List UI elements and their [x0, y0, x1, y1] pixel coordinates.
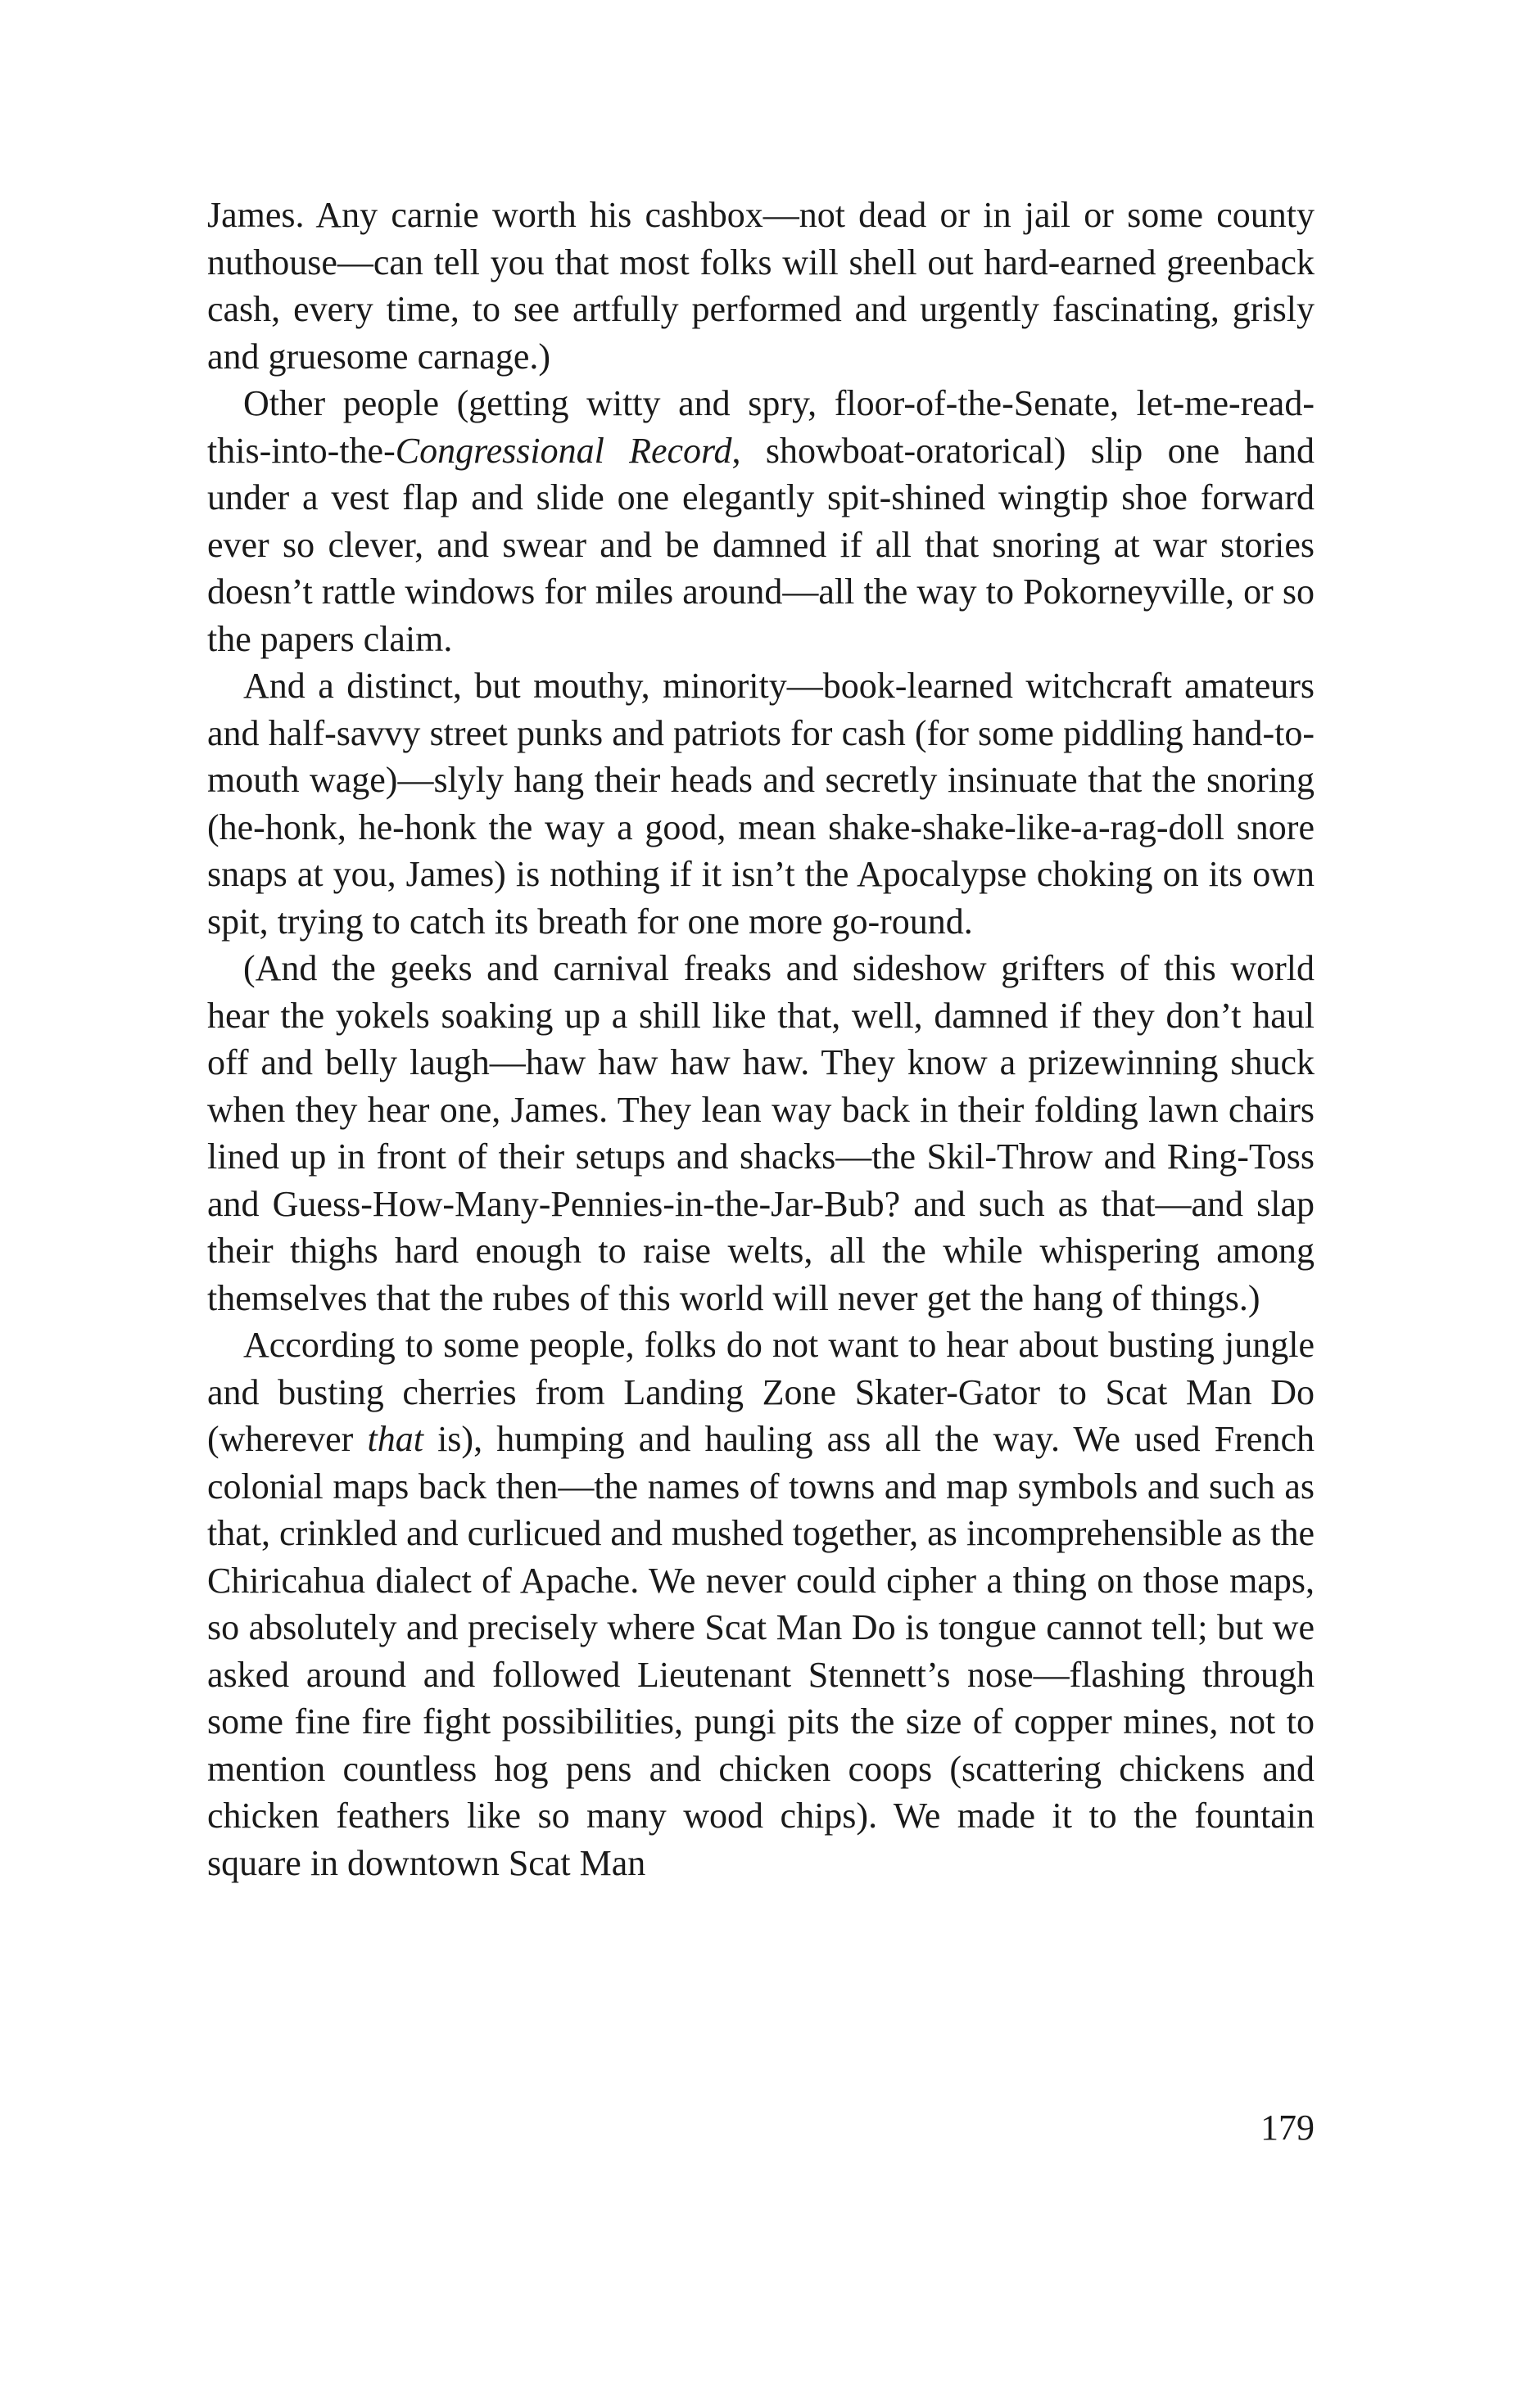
paragraph-2-text-a: Other people (getting witty and spry, floor-of-the-Senate, let-me-read-this-into-the-	[207, 383, 1315, 471]
paragraph-3-text: And a distinct, but mouthy, minority—book-learned witchcraft amateurs and half-savvy street punks and patriots for cash (for some piddling hand-to-mouth wage)—slyly hang their heads and secretly insinuate that the snoring (he-honk, he-honk the way a good, mean shake-shake-like-a-rag-doll snore snaps at you, James) is nothing if it isn’t the Apocalypse choking on its own spit, trying to catch its breath for one more go-round.	[207, 666, 1315, 942]
paragraph-2	[207, 380, 1315, 662]
paragraph-5	[207, 1321, 1315, 1886]
paragraph-2-text-b: , showboat-oratorical) slip one hand under a vest flap and slide one elegantly spit-shined wingtip shoe forward ever so clever, and swear and be damned if all that snoring at war stories doesn’t rattle windows for miles around—all the way to Pokorneyville, or so the papers claim.	[207, 430, 1315, 659]
paragraph-3	[207, 662, 1315, 945]
body-text	[207, 192, 1315, 1886]
paragraph-2-italic-congressional-record: Congressional Record	[395, 430, 732, 471]
paragraph-1	[207, 192, 1315, 380]
paragraph-5-italic-that: that	[367, 1419, 423, 1459]
paragraph-5-text-b: is), humping and hauling ass all the way. We used French colonial maps back then—the names of towns and map symbols and such as that, crinkled and curlicued and mushed together, as incomprehensible as the Chiricahua dialect of Apache. We never could cipher a thing on those maps, so absolutely and precisely where Scat Man Do is tongue cannot tell; but we asked around and followed Lieutenant Stennett’s nose—flashing through some fine fire fight possibilities, pungi pits the size of copper mines, not to mention countless hog pens and chicken coops (scattering chickens and chicken feathers like so many wood chips). We made it to the fountain square in downtown Scat Man	[207, 1419, 1315, 1883]
paragraph-5-text-a: According to some people, folks do not want to hear about busting jungle and busting cherries from Landing Zone Skater-Gator to Scat Man Do (wherever	[207, 1325, 1315, 1459]
paragraph-4-text: (And the geeks and carnival freaks and sideshow grifters of this world hear the yokels soaking up a shill like that, well, damned if they don’t haul off and belly laugh—haw haw haw haw. They know a prizewinning shuck when they hear one, James. They lean way back in their folding lawn chairs lined up in front of their setups and shacks—the Skil-Throw and Ring-Toss and Guess-How-Many-Pennies-in-the-Jar-Bub? and such as that—and slap their thighs hard enough to raise welts, all the while whispering among themselves that the rubes of this world will never get the hang of things.)	[207, 948, 1315, 1318]
page-number: 179	[1260, 2108, 1315, 2148]
paragraph-1-text: James. Any carnie worth his cashbox—not dead or in jail or some county nuthouse—can tell you that most folks will shell out hard-earned greenback cash, every time, to see artfully performed and urgently fascinating, grisly and gruesome carnage.)	[207, 195, 1315, 377]
paragraph-4	[207, 945, 1315, 1321]
